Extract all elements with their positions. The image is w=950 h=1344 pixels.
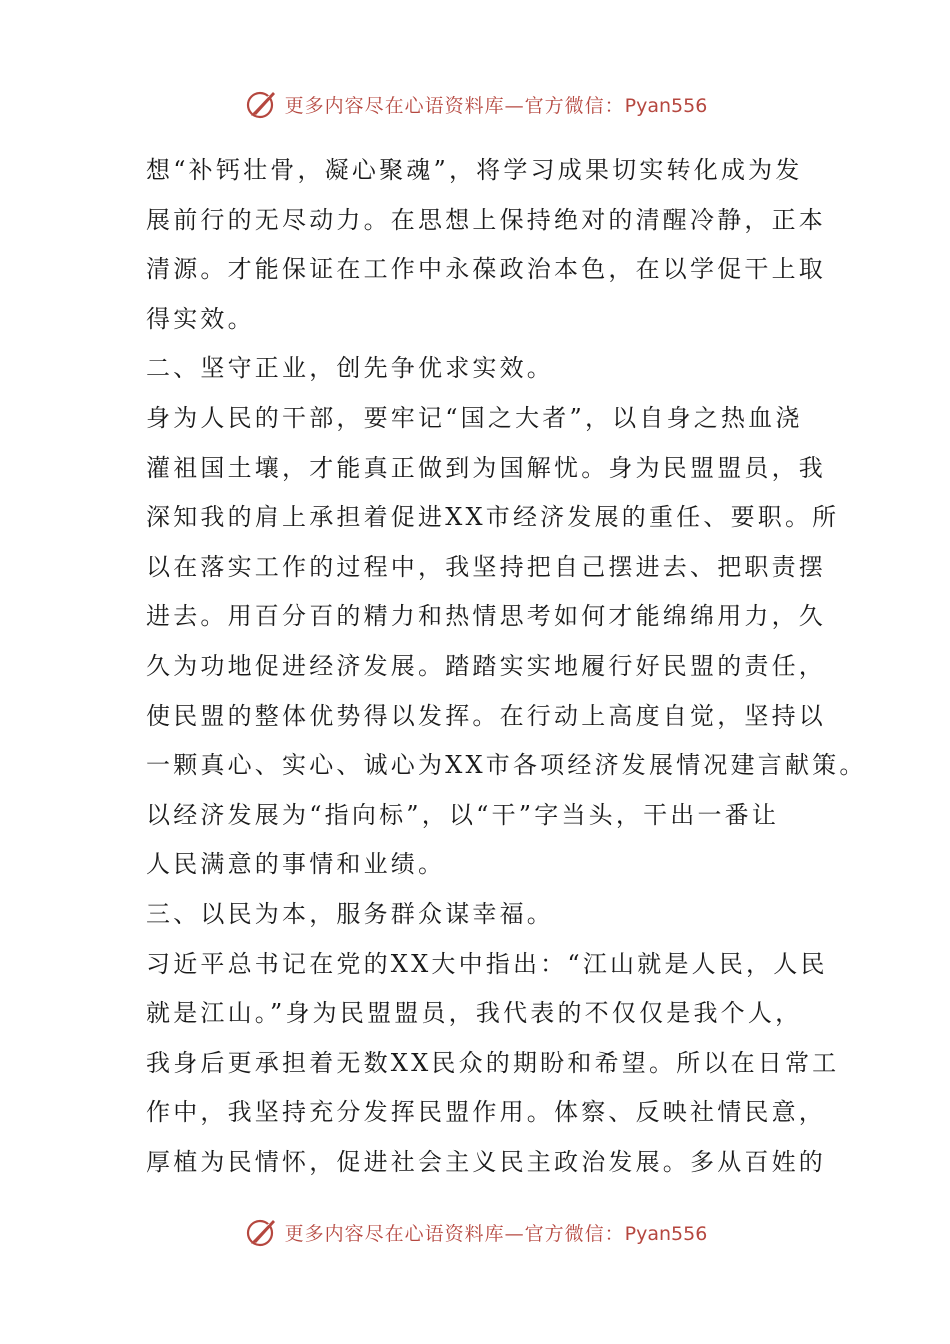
text-line: 一颗真心、实心、诚心为XX市各项经济发展情况建言献策。 (146, 751, 867, 780)
header-wechat-id: Pyan556 (624, 94, 708, 117)
text-line: 习近平总书记在党的XX大中指出：“江山就是人民，人民 (146, 949, 828, 978)
text-line: 以经济发展为“指向标”，以“干”字当头，干出一番让 (146, 800, 780, 829)
document-body (146, 146, 867, 1187)
text-line: 就是江山。”身为民盟盟员，我代表的不仅仅是我个人， (146, 999, 803, 1028)
footer-wechat-id: Pyan556 (624, 1222, 708, 1245)
text-line: 灌祖国土壤，才能真正做到为国解忧。身为民盟盟员，我 (146, 453, 826, 482)
text-line: 身为人民的干部，要牢记“国之大者”，以自身之热血浇 (146, 403, 803, 432)
header-banner-text: 更多内容尽在心语资料库—官方微信：Pyan556 (284, 94, 708, 117)
section-heading-3: 三、以民为本，服务群众谋幸福。 (146, 899, 554, 928)
text-line: 以在落实工作的过程中，我坚持把自己摆进去、把职责摆 (146, 552, 826, 581)
section-heading-2: 二、坚守正业，创先争优求实效。 (146, 354, 554, 383)
text-line: 人民满意的事情和业绩。 (146, 850, 446, 879)
text-line: 想“补钙壮骨，凝心聚魂”，将学习成果切实转化成为发 (146, 156, 803, 184)
text-line: 厚植为民情怀，促进社会主义民主政治发展。多从百姓的 (146, 1147, 826, 1176)
footer-banner (0, 1212, 950, 1252)
quill-pen-logo-icon (243, 1214, 279, 1250)
text-line: 作中，我坚持充分发挥民盟作用。体察、反映社情民意， (146, 1098, 826, 1127)
header-banner (0, 84, 950, 124)
text-line: 展前行的无尽动力。在思想上保持绝对的清醒冷静，正本 (146, 205, 826, 234)
footer-banner-text: 更多内容尽在心语资料库—官方微信：Pyan556 (284, 1222, 708, 1245)
quill-pen-logo-icon (243, 86, 279, 122)
text-line: 得实效。 (146, 304, 255, 333)
text-line: 深知我的肩上承担着促进XX市经济发展的重任、要职。所 (146, 503, 840, 532)
text-line: 使民盟的整体优势得以发挥。在行动上高度自觉，坚持以 (146, 701, 826, 730)
text-line: 清源。才能保证在工作中永葆政治本色，在以学促干上取 (146, 255, 826, 284)
text-line: 进去。用百分百的精力和热情思考如何才能绵绵用力，久 (146, 602, 826, 631)
text-line: 久为功地促进经济发展。踏踏实实地履行好民盟的责任， (146, 651, 826, 680)
text-line: 我身后更承担着无数XX民众的期盼和希望。所以在日常工 (146, 1048, 840, 1077)
